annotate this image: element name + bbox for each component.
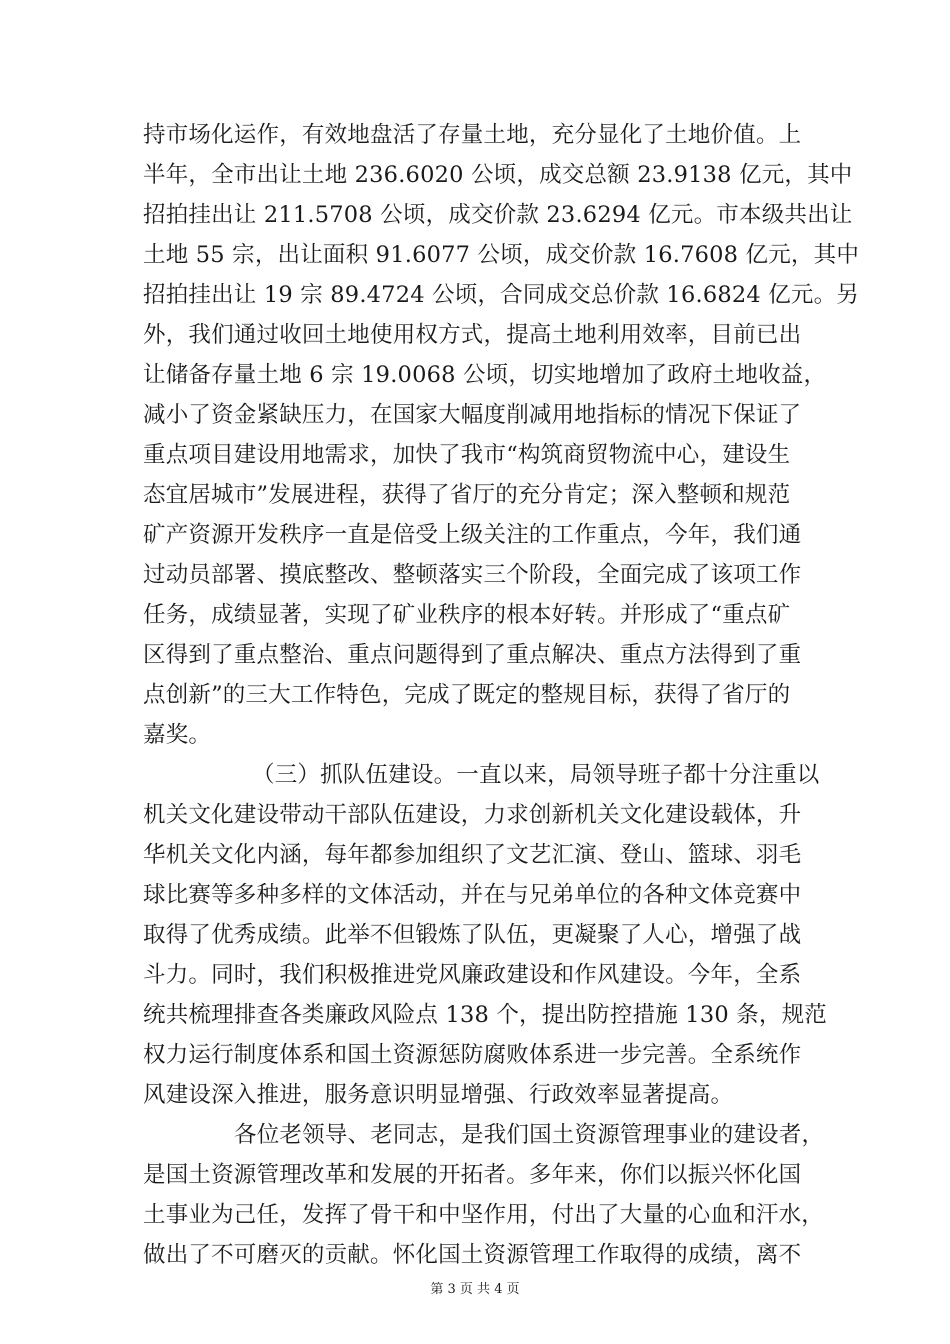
text-line: 球比赛等多种多样的文体活动，并在与兄弟单位的各种文体竞赛中 bbox=[143, 882, 802, 908]
text-line: 权力运行制度体系和国土资源惩防腐败体系进一步完善。全系统作 bbox=[143, 1042, 802, 1068]
text-line: 减小了资金紧缺压力，在国家大幅度削减用地指标的情况下保证了 bbox=[143, 402, 802, 428]
text-line: 取得了优秀成绩。此举不但锻炼了队伍，更凝聚了人心，增强了战 bbox=[143, 922, 802, 948]
text-line: 区得到了重点整治、重点问题得到了重点解决、重点方法得到了重 bbox=[143, 642, 802, 668]
text-line: 持市场化运作，有效地盘活了存量土地，充分显化了土地价值。上 bbox=[143, 122, 802, 148]
text-line: 招拍挂出让 211.5708 公顷，成交价款 23.6294 亿元。市本级共出让 bbox=[143, 202, 853, 228]
text-line: 机关文化建设带动干部队伍建设，力求创新机关文化建设载体，升 bbox=[143, 802, 802, 828]
text-line: 招拍挂出让 19 宗 89.4724 公顷，合同成交总价款 16.6824 亿元。另 bbox=[143, 282, 860, 308]
text-line: 外，我们通过收回土地使用权方式，提高土地利用效率，目前已出 bbox=[143, 322, 802, 348]
paragraph-start-line: 各位老领导、老同志，是我们国土资源管理事业的建设者， bbox=[234, 1122, 825, 1148]
text-line: 让储备存量土地 6 宗 19.0068 公顷，切实地增加了政府土地收益， bbox=[143, 362, 827, 388]
section-heading-line: （三）抓队伍建设。一直以来，局领导班子都十分注重以 bbox=[252, 762, 820, 788]
text-line: 斗力。同时，我们积极推进党风廉政建设和作风建设。今年，全系 bbox=[143, 962, 802, 988]
text-line: 统共梳理排查各类廉政风险点 138 个，提出防控措施 130 条，规范 bbox=[143, 1002, 828, 1028]
text-line: 土事业为己任，发挥了骨干和中坚作用，付出了大量的心血和汗水， bbox=[143, 1202, 825, 1228]
text-line: 半年，全市出让土地 236.6020 公顷，成交总额 23.9138 亿元，其中 bbox=[143, 162, 853, 188]
page-number: 第 3 页 共 4 页 bbox=[430, 1282, 520, 1297]
text-line: 态宜居城市”发展进程，获得了省厅的充分肯定；深入整顿和规范 bbox=[143, 482, 791, 508]
text-line: 华机关文化内涵，每年都参加组织了文艺汇演、登山、篮球、羽毛 bbox=[143, 842, 802, 868]
text-line: 嘉奖。 bbox=[143, 722, 212, 748]
text-line: 是国土资源管理改革和发展的开拓者。多年来，你们以振兴怀化国 bbox=[143, 1162, 802, 1188]
text-line: 风建设深入推进，服务意识明显增强、行政效率显著提高。 bbox=[143, 1082, 734, 1108]
text-line: 过动员部署、摸底整改、整顿落实三个阶段，全面完成了该项工作 bbox=[143, 562, 802, 588]
text-line: 土地 55 宗，出让面积 91.6077 公顷，成交价款 16.7608 亿元，其中 bbox=[143, 242, 860, 268]
text-line: 任务，成绩显著，实现了矿业秩序的根本好转。并形成了“重点矿 bbox=[143, 602, 791, 628]
text-line: 做出了不可磨灭的贡献。怀化国土资源管理工作取得的成绩，离不 bbox=[143, 1242, 802, 1268]
text-line: 矿产资源开发秩序一直是倍受上级关注的工作重点，今年，我们通 bbox=[143, 522, 802, 548]
text-line: 重点项目建设用地需求，加快了我市“构筑商贸物流中心，建设生 bbox=[143, 442, 791, 468]
text-line: 点创新”的三大工作特色，完成了既定的整规目标，获得了省厅的 bbox=[143, 682, 791, 708]
